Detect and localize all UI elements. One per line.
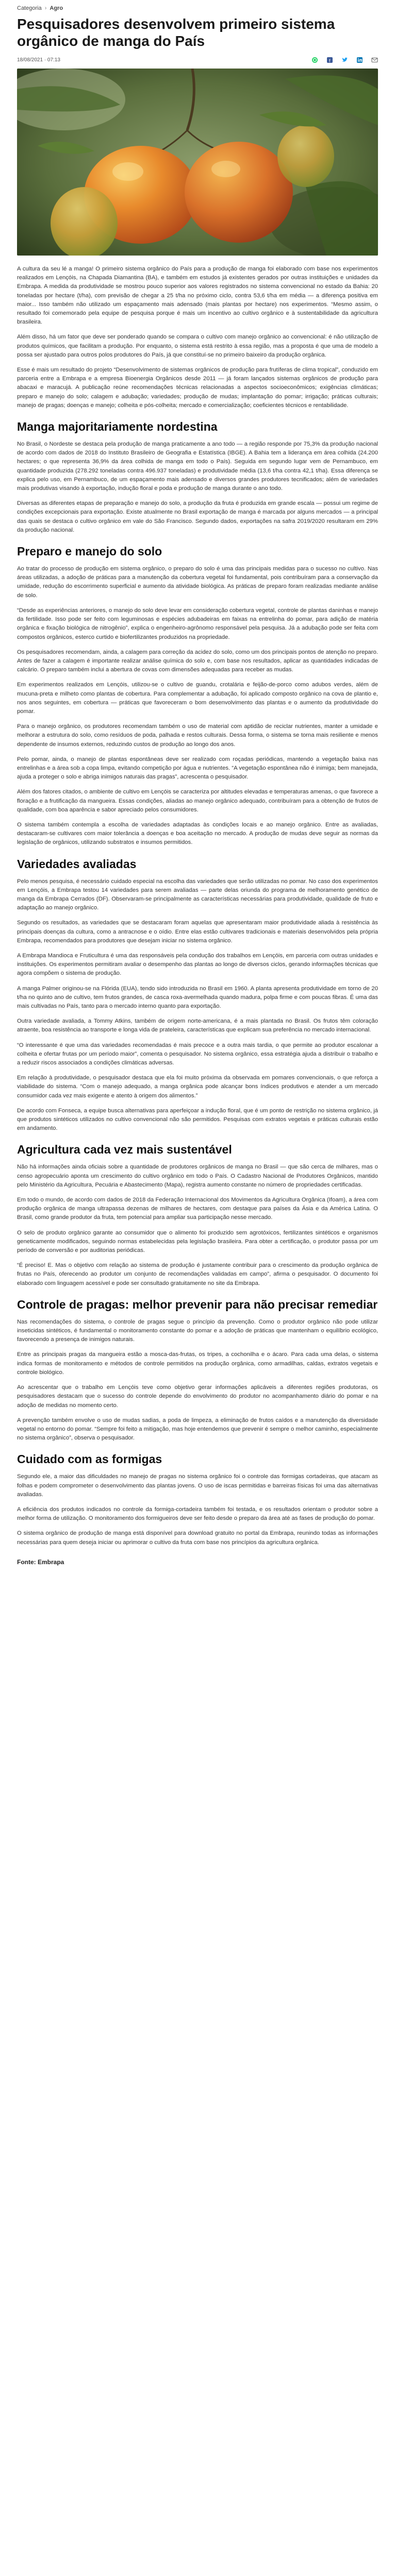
email-icon[interactable] — [371, 57, 378, 63]
paragraph: No Brasil, o Nordeste se destaca pela produção de manga praticamente a ano todo — a região responde por 75,3% da produção nacional de acordo com dados de 2018 do Instituto Brasileiro de Geografia e Estatística (IBGE). A Bahia tem a liderança em área colhida (24.200 hectares; o que representa 36,9% da área colhida de manga em todo o País). Seguida em segundo lugar vem de Pernambuco, em quantidade produzida (278.292 toneladas contra 496.937 toneladas) e produtividade média (13,6 t/ha contra 42,1 t/ha). Essa diferença se explica pelo uso, em Pernambuco, de um espaçamento mais adensado e diversos grandes produtores tecnificados; além de variedades mais produtivas visando à exportação, indução floral e poda e produção de manga durante o ano todo. — [17, 441, 378, 492]
article-body — [17, 265, 378, 1547]
paragraph: Em todo o mundo, de acordo com dados de 2018 da Federação Internacional dos Movimentos da Agricultura Orgânica (Ifoam), a área com produção orgânica de manga ultrapassa dezenas de milhares de hectares, com destaque para países da Ásia e da América Latina. O Brasil, como grande produtor da fruta, tem potencial para ampliar sua participação nesse mercado. — [17, 1197, 378, 1221]
paragraph: Esse é mais um resultado do projeto “Desenvolvimento de sistemas orgânicos de produção para frutíferas de clima tropical”, conduzido em parceria entre a Embrapa e a empresa Bioenergia Orgânicos desde 2011 — já foram lançados sistemas orgânicos de produção para abacaxi e maracujá. A publicação reúne recomendações técnicas relacionadas a aspectos socioeconômicos; exigências climáticas; preparo e manejo do solo; calagem e adubação; variedades; produção de mudas; implantação do pomar; irrigação; práticas culturais; manejo de pragas; doenças e manejo; colheita e pós-colheita; mercado e comercialização; coeficientes técnicos e rentabilidade. — [17, 367, 378, 409]
article-meta — [17, 57, 378, 63]
breadcrumb-separator: › — [44, 5, 47, 11]
paragraph: Os pesquisadores recomendam, ainda, a calagem para correção da acidez do solo, como um dos principais pontos de atenção no preparo. Antes de fazer a calagem é importante realizar análise química do solo e, com base nos resultados, aplicar as quantidades indicadas de calcário. O preparo também inclui a abertura de covas com dimensões adequadas para receber as mudas. — [17, 649, 378, 673]
section-heading: Preparo e manejo do solo — [17, 545, 162, 558]
article-source: Fonte: Embrapa — [17, 1558, 64, 1566]
breadcrumb — [0, 0, 395, 11]
paragraph: A cultura da seu lé a manga! O primeiro sistema orgânico do País para a produção de manga foi elaborado com base nos experimentos realizados em Lençóis, na Chapada Diamantina (BA), e também em estudos já existentes gerados por outras instituições e unidades da Embrapa. A medida da produtividade se mostrou pouco superior aos valores registrados no sistema convencional no estado da Bahia: 20 toneladas por hectare (t/ha), com previsão de chegar a 25 t/ha no próximo ciclo, contra 53,6 t/ha em média — a diferença positiva em maior... Isso também não utilizado um espaçamento mais adensado (mais plantas por hectare) nos experimentos. “Mesmo assim, o resultado foi comemorado pela equipe de pesquisa porque é mais um incentivo ao cultivo orgânico e à sustentabilidade da agricultura brasileira. — [17, 266, 378, 326]
facebook-icon[interactable] — [326, 57, 333, 63]
linkedin-icon[interactable] — [356, 57, 363, 63]
paragraph: A manga Palmer originou-se na Flórida (EUA), tendo sido introduzida no Brasil em 1960. A planta apresenta produtividade em torno de 20 t/ha no quinto ano de cultivo, tem frutos grandes, de casca roxa-avermelhada quando madura, polpa firme e com poucas fibras. É uma das mais cultivadas no País, tanto para o mercado interno quanto para exportação. — [17, 985, 378, 1009]
paragraph: Além disso, há um fator que deve ser ponderado quando se compara o cultivo com manejo orgânico ao convencional: é não utilização de produtos químicos, que facilitam a produção. Por enquanto, o sistema está restrito à essa região, mas a proposta é que uma de modelo a possa ser ajustado para outros polos produtores do País, já que constituí-se no primeiro baixeiro da produção orgânica. — [17, 334, 378, 358]
breadcrumb-current[interactable]: Agro — [50, 5, 63, 11]
paragraph: A prevenção também envolve o uso de mudas sadias, a poda de limpeza, a eliminação de frutos caídos e a manutenção da diversidade vegetal no entorno do pomar. “Sempre foi feito a mitigação, mas hoje entendemos que prevenir é sempre o melhor caminho, especialmente no sistema orgânico”, observa o pesquisador. — [17, 1417, 378, 1442]
breadcrumb-category[interactable]: Categoria — [17, 5, 42, 11]
twitter-icon[interactable] — [341, 57, 348, 63]
publish-date: 18/08/2021 · 07:13 — [17, 57, 60, 63]
paragraph: O sistema orgânico de produção de manga está disponível para download gratuito no portal da Embrapa, reunindo todas as informações necessárias para quem deseja iniciar ou aprimorar o cultivo da fruta com base nos princípios da agricultura orgânica. — [17, 1530, 378, 1546]
section-heading: Variedades avaliadas — [17, 857, 137, 871]
paragraph: Além dos fatores citados, o ambiente de cultivo em Lençóis se caracteriza por altitudes elevadas e temperaturas amenas, o que favorece a floração e a frutificação da mangueira. Essas condições, aliadas ao manejo orgânico adequado, contribuíram para a obtenção de frutos de qualidade, com boa aparência e sabor apreciado pelos consumidores. — [17, 789, 378, 813]
section-heading: Cuidado com as formigas — [17, 1452, 162, 1466]
paragraph: Em experimentos realizados em Lençóis, utilizou-se o cultivo de guandu, crotalária e feijão-de-porco como adubos verdes, além de mucuna-preta e milheto como plantas de cobertura. Para complementar a adubação, foi aplicado composto orgânico na cova de plantio e, nos anos seguintes, em cobertura — práticas que favoreceram o bom desenvolvimento das plantas e o aumento da produtividade do pomar. — [17, 682, 378, 715]
paragraph: “Desde as experiências anteriores, o manejo do solo deve levar em consideração cobertura vegetal, controle de plantas daninhas e manejo da fertilidade. Isso pode ser feito com leguminosas e espécies adubadeiras em faixas na entrelinha do pomar, para adição de matéria orgânica e fixação biológica de nitrogênio”, explica o engenheiro-agrônomo responsável pela pesquisa. Já a adubação pode ser feita com compostos orgânicos, esterco curtido e biofertilizantes produzidos na propriedade. — [17, 607, 378, 640]
paragraph: Em relação à produtividade, o pesquisador destaca que ela foi muito próxima da observada em pomares convencionais, o que reforça a viabilidade do sistema. “Com o manejo adequado, a manga orgânica pode alcançar bons índices produtivos e atender a um mercado consumidor cada vez mais exigente e atento à origem dos alimentos.” — [17, 1075, 378, 1099]
whatsapp-icon[interactable] — [311, 57, 318, 63]
paragraph: “O interessante é que uma das variedades recomendadas é mais precoce e a outra mais tardia, o que permite ao produtor escalonar a colheita e ofertar frutas por um período maior”, comenta o pesquisador. No sistema orgânico, essa estratégia ajuda a distribuir o trabalho e a reduzir riscos associados a condições climáticas adversas. — [17, 1042, 378, 1066]
paragraph: “É preciso! E. Mas o objetivo com relação ao sistema de produção é justamente contribuir para o crescimento da produção orgânica de frutas no País, oferecendo ao produtor um conjunto de recomendações validadas em campo”, afirma o pesquisador. O documento foi elaborado com linguagem acessível e pode ser consultado gratuitamente no site da Embrapa. — [17, 1262, 378, 1286]
section-heading: Controle de pragas: melhor prevenir para não precisar remediar — [17, 1297, 378, 1311]
paragraph: Outra variedade avaliada, a Tommy Atkins, também de origem norte-americana, é a mais plantada no Brasil. Os frutos têm coloração atraente, boa resistência ao transporte e longa vida de prateleira, características que explicam sua preferência no mercado internacional. — [17, 1018, 378, 1033]
paragraph: O selo de produto orgânico garante ao consumidor que o alimento foi produzido sem agrotóxicos, fertilizantes sintéticos e organismos geneticamente modificados, seguindo normas estabelecidas pela legislação brasileira. Para obter a certificação, o produtor passa por um período de conversão e por auditorias periódicas. — [17, 1229, 378, 1254]
paragraph: Ao acrescentar que o trabalho em Lençóis teve como objetivo gerar informações aplicáveis a diferentes regiões produtoras, os pesquisadores destacam que o sucesso do controle depende do envolvimento do produtor no acompanhamento diário do pomar e na adoção de medidas no momento certo. — [17, 1384, 378, 1409]
paragraph: A eficiência dos produtos indicados no controle da formiga-cortadeira também foi testada, e os resultados orientam o produtor sobre a melhor forma de utilização. O monitoramento dos formigueiros deve ser feito desde o preparo da área até as fases de produção do pomar. — [17, 1506, 378, 1522]
paragraph: De acordo com Fonseca, a equipe busca alternativas para aperfeiçoar a indução floral, que é um ponto de restrição no sistema orgânico, já que produtos sintéticos utilizados no cultivo convencional não são permitidos. Pesquisas com extratos vegetais e práticas culturais estão em andamento. — [17, 1107, 378, 1132]
page-title: Pesquisadores desenvolvem primeiro sistema orgânico de manga do País — [17, 16, 335, 49]
paragraph: O sistema também contempla a escolha de variedades adaptadas às condições locais e ao manejo orgânico. Entre as avaliadas, destacaram-se cultivares com maior tolerância a doenças e boa aceitação no mercado. A produção de mudas deve seguir as normas da legislação de orgânicos, utilizando substratos e insumos permitidos. — [17, 821, 378, 846]
paragraph: Segundo ele, a maior das dificuldades no manejo de pragas no sistema orgânico foi o controle das formigas cortadeiras, que atacam as folhas e podem comprometer o desenvolvimento das plantas jovens. O uso de iscas permitidas e barreiras físicas foi uma das alternativas avaliadas. — [17, 1473, 378, 1498]
paragraph: Diversas as diferentes etapas de preparação e manejo do solo, a produção da fruta é produzida em grande escala — possui um regime de condições excepcionais para exportação. Existe atualmente no Brasil exportação de manga é marcada por alguns mercados — a principal das quais se destaca o cultivo orgânico em vale do São Francisco. Segundo dados, exportações na safra 2019/2020 resultaram em 29% da produção nacional. — [17, 500, 378, 533]
paragraph: Segundo os resultados, as variedades que se destacaram foram aquelas que apresentaram maior produtividade aliada à resistência às principais doenças da cultura, como a antracnose e o oídio. Entre elas estão cultivares tradicionais e materiais desenvolvidos pela própria Embrapa, recomendados para produtores que desejam iniciar no sistema orgânico. — [17, 920, 378, 944]
share-bar — [311, 57, 378, 63]
paragraph: Não há informações ainda oficiais sobre a quantidade de produtores orgânicos de manga no Brasil — que são cerca de milhares, mas o censo agropecuário aponta um crescimento do cultivo orgânico em todo o País. O Cadastro Nacional de Produtores Orgânicos, mantido pelo Ministério da Agricultura, Pecuária e Abastecimento (Mapa), registra aumento constante no número de propriedades certificadas. — [17, 1164, 378, 1188]
mango-photo — [17, 69, 378, 256]
paragraph: Pelo menos pesquisa, é necessário cuidado especial na escolha das variedades que serão utilizadas no pomar. No caso dos experimentos em Lençóis, a Embrapa testou 14 variedades para serem avaliadas — parte delas oriunda do programa de melhoramento genético de manga da Embrapa Cerrados (DF). Observaram-se principalmente as características necessárias para produtividade, qualidade de fruto e adaptação ao manejo orgânico. — [17, 878, 378, 911]
paragraph: Para o manejo orgânico, os produtores recomendam também o uso de material com aptidão de reciclar nutrientes, manter a umidade e melhorar a estrutura do solo, como resíduos de poda, palhada e restos culturais. Dessa forma, o sistema se torna mais resiliente e menos dependente de insumos externos, reduzindo custos de produção ao longo dos anos. — [17, 723, 378, 748]
paragraph: Entre as principais pragas da mangueira estão a mosca-das-frutas, os tripes, a cochonilha e o ácaro. Para cada uma delas, o sistema indica formas de monitoramento e métodos de controle permitidos na produção orgânica, como armadilhas, caldas, extratos vegetais e controle biológico. — [17, 1351, 378, 1376]
section-heading: Agricultura cada vez mais sustentável — [17, 1143, 232, 1157]
paragraph: Ao tratar do processo de produção em sistema orgânico, o preparo do solo é uma das principais medidas para o sucesso no cultivo. Nas áreas utilizadas, a adoção de práticas para a manutenção da cobertura vegetal foi fundamental, pois contribuíram para a conservação da umidade, redução do escorrimento superficial e aumento da atividade biológica. As práticas de preparo foram realizadas mediante análise de solo. — [17, 566, 378, 599]
paragraph: A Embrapa Mandioca e Fruticultura é uma das responsáveis pela condução dos trabalhos em Lençóis, em parceria com outras unidades e instituições. Os experimentos permitiram avaliar o desempenho das plantas ao longo de diversos ciclos, gerando informações técnicas que agora compõem o sistema de produção. — [17, 952, 378, 977]
hero-image — [17, 69, 378, 256]
section-heading: Manga majoritariamente nordestina — [17, 420, 218, 434]
svg-text:f: f — [329, 58, 331, 63]
paragraph: Nas recomendações do sistema, o controle de pragas segue o princípio da prevenção. Como o produtor orgânico não pode utilizar inseticidas sintéticos, é fundamental o monitoramento constante do pomar e a adoção de práticas que mantenham o equilíbrio ecológico, favorecendo a presença de inimigos naturais. — [17, 1318, 378, 1343]
paragraph: Pelo pomar, ainda, o manejo de plantas espontâneas deve ser realizado com roçadas periódicas, mantendo a vegetação baixa nas entrelinhas e a área sob a copa limpa, evitando competição por água e nutrientes. “A vegetação espontânea não é inimiga; bem manejada, ajuda a proteger o solo e abriga inimigos naturais das pragas”, acrescenta o pesquisador. — [17, 756, 378, 781]
